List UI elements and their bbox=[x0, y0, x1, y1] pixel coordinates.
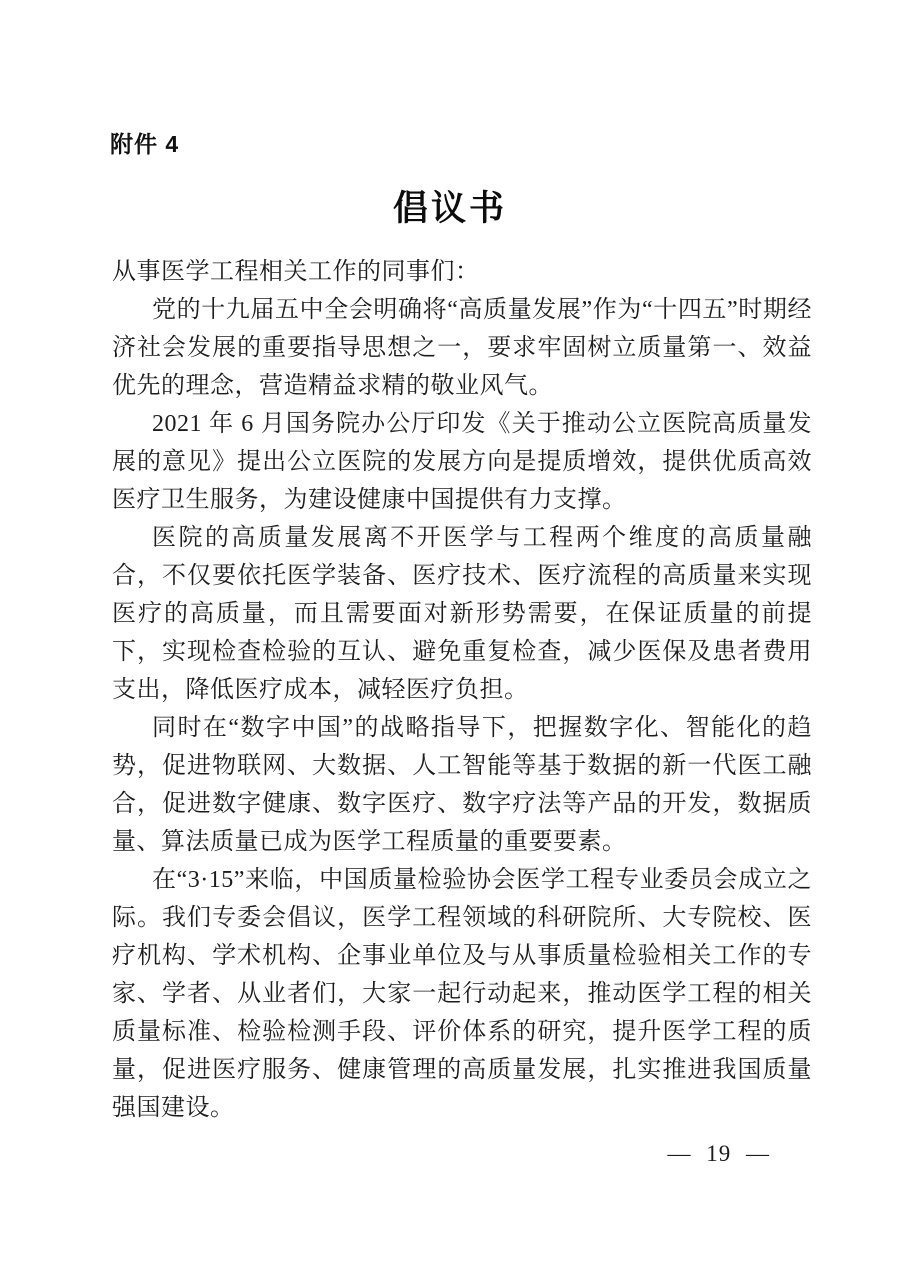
page-number: — 19 — bbox=[667, 1141, 770, 1166]
salutation-line: 从事医学工程相关工作的同事们： bbox=[112, 259, 480, 285]
document-body bbox=[112, 253, 812, 1127]
attachment-label: 附件 4 bbox=[110, 131, 180, 157]
document-title: 倡议书 bbox=[392, 189, 507, 229]
paragraph: 医院的高质量发展离不开医学与工程两个维度的高质量融合，不仅要依托医学装备、医疗技术、医疗流程的高质量来实现医疗的高质量，而且需要面对新形势需要，在保证质量的前提下，实现检查检验的互认、避免重复检查，减少医保及患者费用支出，降低医疗成本，减轻医疗负担。 bbox=[112, 525, 812, 703]
paragraph: 2021 年 6 月国务院办公厅印发《关于推动公立医院高质量发展的意见》提出公立医院的发展方向是提质增效，提供优质高效医疗卫生服务，为建设健康中国提供有力支撑。 bbox=[112, 411, 812, 513]
paragraph: 在“3·15”来临，中国质量检验协会医学工程专业委员会成立之际。我们专委会倡议，医学工程领域的科研院所、大专院校、医疗机构、学术机构、企事业单位及与从事质量检验相关工作的专家、学者、从业者们，大家一起行动起来，推动医学工程的相关质量标准、检验检测手段、评价体系的研究，提升医学工程的质量，促进医疗服务、健康管理的高质量发展，扎实推进我国质量强国建设。 bbox=[112, 867, 812, 1121]
paragraph: 同时在“数字中国”的战略指导下，把握数字化、智能化的趋势，促进物联网、大数据、人工智能等基于数据的新一代医工融合，促进数字健康、数字医疗、数字疗法等产品的开发，数据质量、算法质量已成为医学工程质量的重要要素。 bbox=[112, 715, 812, 855]
paragraph: 党的十九届五中全会明确将“高质量发展”作为“十四五”时期经济社会发展的重要指导思想之一，要求牢固树立质量第一、效益优先的理念，营造精益求精的敬业风气。 bbox=[112, 297, 812, 399]
